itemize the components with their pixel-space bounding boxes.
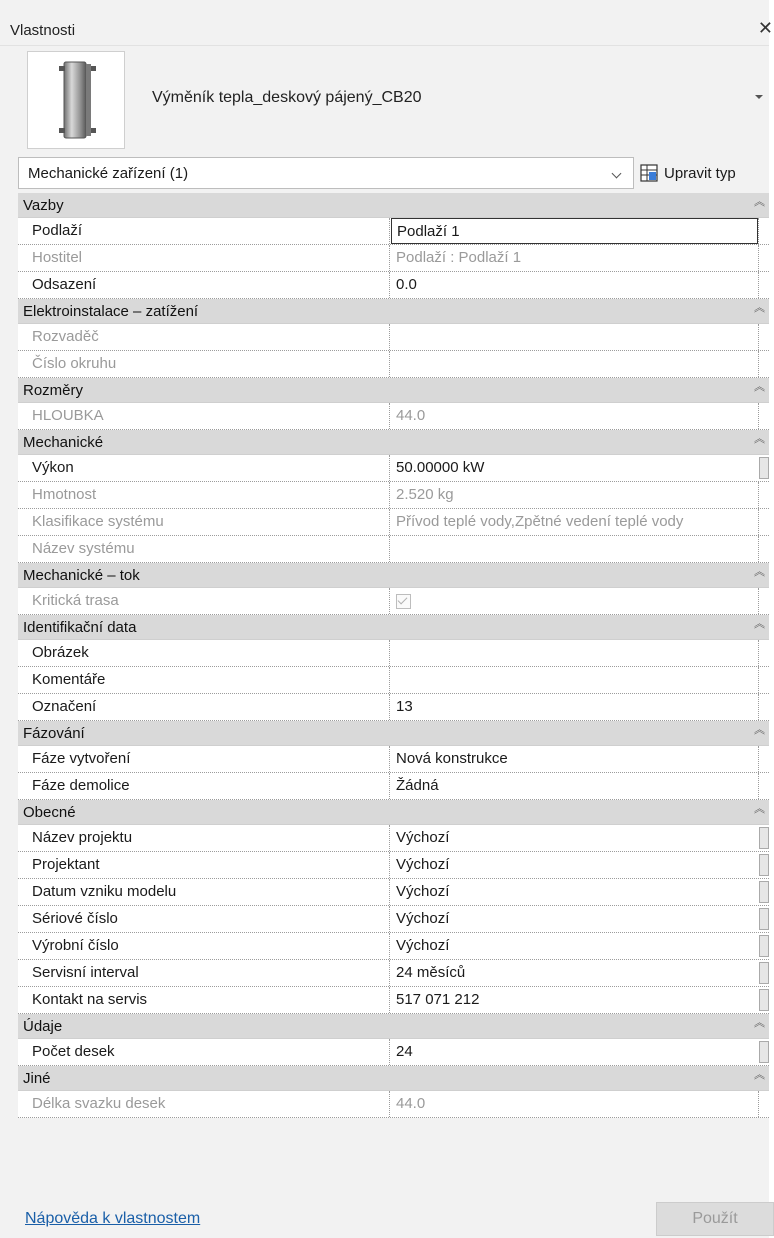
property-name: Označení — [18, 694, 390, 720]
property-name: HLOUBKA — [18, 403, 390, 429]
category-title: Fázování — [23, 725, 85, 742]
row-edge — [758, 773, 769, 799]
property-value[interactable]: Výchozí — [396, 910, 450, 927]
edit-type-button[interactable] — [640, 159, 736, 187]
property-value[interactable]: Výchozí — [396, 829, 450, 846]
category-header-mechanicke-tok[interactable] — [18, 563, 769, 588]
dropdown-arrow-icon[interactable] — [755, 95, 763, 99]
property-name: Počet desek — [18, 1039, 390, 1065]
parameter-association-button[interactable] — [759, 827, 769, 849]
row-edge — [758, 324, 769, 350]
property-name: Hostitel — [18, 245, 390, 271]
property-name: Fáze demolice — [18, 773, 390, 799]
property-row — [18, 852, 769, 879]
properties-grid — [18, 193, 769, 1118]
collapse-icon[interactable]: ︽ — [754, 196, 765, 208]
property-row — [18, 1091, 769, 1118]
property-row — [18, 403, 769, 430]
property-value[interactable]: 24 — [396, 1043, 413, 1060]
property-name: Číslo okruhu — [18, 351, 390, 377]
parameter-association-button[interactable] — [759, 1041, 769, 1063]
property-row — [18, 536, 769, 563]
property-row — [18, 245, 769, 272]
category-filter-dropdown[interactable] — [18, 157, 634, 189]
property-row — [18, 482, 769, 509]
row-edge — [758, 1091, 769, 1117]
property-row — [18, 960, 769, 987]
property-row — [18, 218, 769, 245]
property-value: 44.0 — [396, 407, 426, 424]
property-value: Podlaží : Podlaží 1 — [396, 249, 522, 266]
property-value[interactable]: Žádná — [396, 777, 439, 794]
property-value — [391, 351, 758, 377]
category-title: Údaje — [23, 1018, 63, 1035]
category-title: Vazby — [23, 197, 64, 214]
parameter-association-button[interactable] — [759, 457, 769, 479]
property-name: Datum vzniku modelu — [18, 879, 390, 905]
row-edge — [758, 272, 769, 298]
property-value[interactable]: 517 071 212 — [396, 991, 480, 1008]
property-value[interactable]: 24 měsíců — [396, 964, 466, 981]
property-name: Obrázek — [18, 640, 390, 666]
property-name: Hmotnost — [18, 482, 390, 508]
row-edge — [758, 351, 769, 377]
property-row — [18, 773, 769, 800]
property-row — [18, 509, 769, 536]
property-name: Sériové číslo — [18, 906, 390, 932]
filter-selected-value: Mechanické zařízení (1) — [28, 165, 189, 182]
collapse-icon[interactable]: ︽ — [754, 566, 765, 578]
property-row — [18, 933, 769, 960]
collapse-icon[interactable]: ︽ — [754, 1017, 765, 1029]
category-header-jine[interactable] — [18, 1066, 769, 1091]
category-header-rozmery[interactable] — [18, 378, 769, 403]
edit-type-icon — [640, 164, 658, 182]
category-title: Identifikační data — [23, 619, 137, 636]
property-name: Projektant — [18, 852, 390, 878]
parameter-association-button[interactable] — [759, 935, 769, 957]
property-row — [18, 987, 769, 1014]
property-name: Název systému — [18, 536, 390, 562]
property-value[interactable]: 0.0 — [396, 276, 417, 293]
property-value[interactable]: Nová konstrukce — [396, 750, 508, 767]
category-title: Obecné — [23, 804, 76, 821]
property-row — [18, 667, 769, 694]
property-name: Rozvaděč — [18, 324, 390, 350]
checkbox-icon — [396, 594, 411, 609]
row-edge — [758, 746, 769, 772]
property-value[interactable]: Výchozí — [396, 883, 450, 900]
category-header-vazby[interactable] — [18, 193, 769, 218]
row-edge — [758, 509, 769, 535]
property-value[interactable]: Podlaží 1 — [391, 218, 758, 244]
category-header-fazovani[interactable] — [18, 721, 769, 746]
property-name: Odsazení — [18, 272, 390, 298]
property-name: Výkon — [18, 455, 390, 481]
property-row — [18, 1039, 769, 1066]
collapse-icon[interactable]: ︽ — [754, 381, 765, 393]
property-value: Přívod teplé vody,Zpětné vedení teplé vody — [396, 513, 684, 530]
property-row — [18, 455, 769, 482]
edit-type-label: Upravit typ — [664, 164, 736, 182]
property-name: Klasifikace systému — [18, 509, 390, 535]
heat-exchanger-icon — [27, 51, 125, 149]
property-row — [18, 879, 769, 906]
category-title: Jiné — [23, 1070, 51, 1087]
selection-filter-bar — [18, 157, 769, 189]
property-value[interactable]: Výchozí — [396, 856, 450, 873]
row-edge — [758, 667, 769, 693]
property-name: Délka svazku desek — [18, 1091, 390, 1117]
property-row — [18, 746, 769, 773]
category-title: Mechanické – tok — [23, 567, 140, 584]
property-value: 44.0 — [396, 1095, 426, 1112]
property-name: Kontakt na servis — [18, 987, 390, 1013]
property-row — [18, 640, 769, 667]
property-row — [18, 825, 769, 852]
property-row — [18, 272, 769, 299]
collapse-icon[interactable]: ︽ — [754, 618, 765, 630]
row-edge — [758, 694, 769, 720]
parameter-association-button[interactable] — [759, 854, 769, 876]
apply-button[interactable]: Použít — [656, 1202, 774, 1236]
property-name: Název projektu — [18, 825, 390, 851]
row-edge — [758, 245, 769, 271]
category-title: Mechanické — [23, 434, 104, 451]
palette-footer — [18, 1200, 769, 1238]
title-bar — [0, 0, 773, 46]
collapse-icon[interactable]: ︽ — [754, 1069, 765, 1081]
row-edge — [758, 588, 769, 614]
row-edge — [758, 640, 769, 666]
category-header-udaje[interactable] — [18, 1014, 769, 1039]
property-name: Podlaží — [18, 218, 390, 244]
parameter-association-button[interactable] — [759, 908, 769, 930]
property-row — [18, 324, 769, 351]
property-name: Komentáře — [18, 667, 390, 693]
property-row — [18, 694, 769, 721]
category-header-obecne[interactable] — [18, 800, 769, 825]
property-value — [391, 324, 758, 350]
row-edge — [758, 403, 769, 429]
row-edge — [758, 536, 769, 562]
close-icon[interactable]: ✕ — [757, 18, 773, 38]
property-name: Servisní interval — [18, 960, 390, 986]
property-row — [18, 588, 769, 615]
collapse-icon[interactable]: ︽ — [754, 803, 765, 815]
property-value[interactable]: 13 — [396, 698, 413, 715]
property-row — [18, 351, 769, 378]
parameter-association-button[interactable] — [759, 881, 769, 903]
category-header-elektroinstalace-zatizeni[interactable] — [18, 299, 769, 324]
parameter-association-button[interactable] — [759, 962, 769, 984]
row-edge — [758, 482, 769, 508]
collapse-icon[interactable]: ︽ — [754, 433, 765, 445]
parameter-association-button[interactable] — [759, 989, 769, 1011]
property-value[interactable]: 50.00000 kW — [396, 459, 485, 476]
property-value[interactable] — [391, 640, 758, 666]
help-link[interactable]: Nápověda k vlastnostem — [25, 1210, 201, 1227]
property-value — [391, 536, 758, 562]
category-header-identifikacni-data[interactable] — [18, 615, 769, 640]
property-value[interactable] — [391, 667, 758, 693]
category-header-mechanicke[interactable] — [18, 430, 769, 455]
property-value — [391, 588, 758, 614]
category-title: Elektroinstalace – zatížení — [23, 303, 199, 320]
window-title: Vlastnosti — [10, 22, 76, 39]
type-selector[interactable] — [18, 45, 769, 153]
collapse-icon[interactable]: ︽ — [754, 724, 765, 736]
property-row — [18, 906, 769, 933]
property-name: Kritická trasa — [18, 588, 390, 614]
property-value[interactable]: Výchozí — [396, 937, 450, 954]
row-edge — [758, 218, 769, 244]
category-title: Rozměry — [23, 382, 84, 399]
chevron-down-icon — [612, 169, 622, 179]
property-name: Výrobní číslo — [18, 933, 390, 959]
property-value: 2.520 kg — [396, 486, 454, 503]
collapse-icon[interactable]: ︽ — [754, 302, 765, 314]
family-type-name: Výměník tepla_deskový pájený_CB20 — [152, 89, 422, 106]
property-name: Fáze vytvoření — [18, 746, 390, 772]
